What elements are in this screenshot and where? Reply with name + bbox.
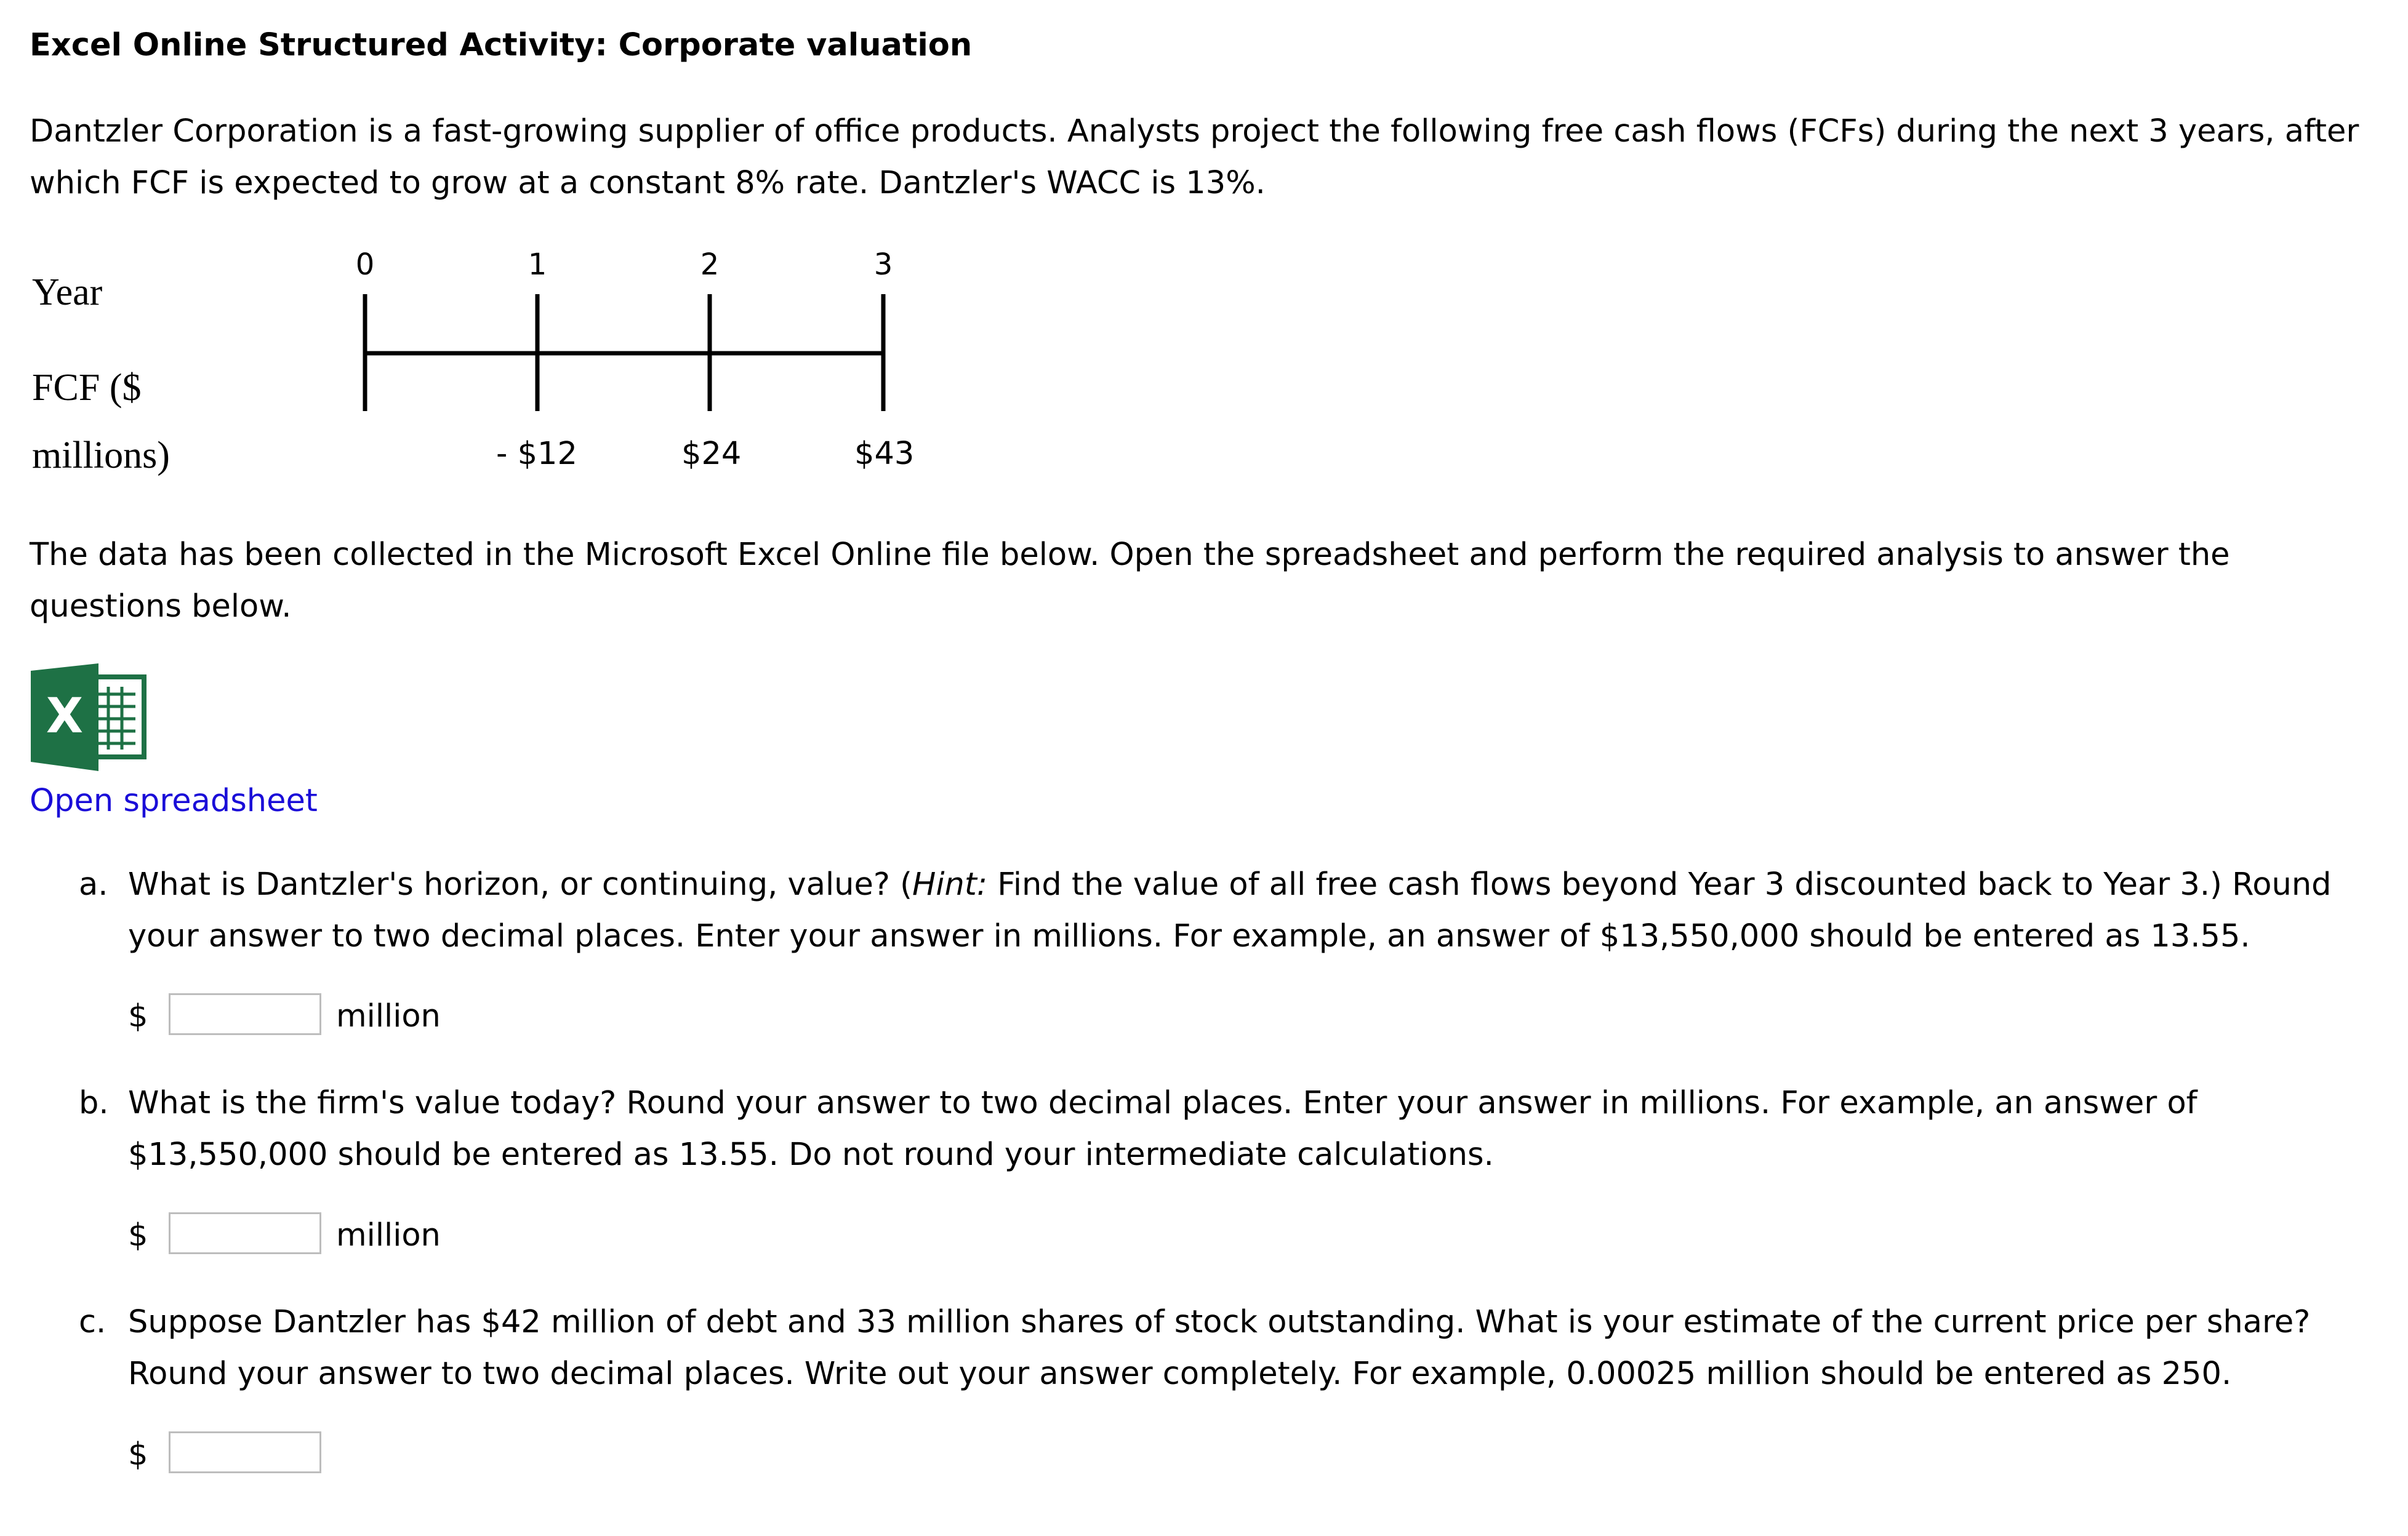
answer-c-currency: $ — [128, 1436, 148, 1473]
question-a-text-start: What is Dantzler's horizon, or continuing, value? ( — [128, 866, 913, 903]
answer-b-input[interactable] — [169, 1212, 321, 1254]
timeline-fcf-1: - $12 — [496, 436, 577, 472]
answer-c-input[interactable] — [169, 1431, 321, 1473]
timeline-fcf-label-line2: millions) — [32, 434, 170, 476]
timeline-year-0: 0 — [355, 247, 375, 282]
question-c-text: Suppose Dantzler has $42 million of debt and 33 million shares of stock outstanding. What is your estimate of the current price per share? Round your answer to two decimal places. Write out your answer completely. For example, 0.00025 million should be entered as 250. — [128, 1304, 2311, 1392]
data-note: The data has been collected in the Microsoft Excel Online file below. Open the spreadsheet and perform the required analysis to answer the questions below. — [30, 537, 2230, 625]
timeline-year-1: 1 — [528, 247, 547, 282]
answer-a-unit: million — [336, 998, 441, 1034]
problem-intro: Dantzler Corporation is a fast-growing supplier of office products. Analysts project the following free cash flows (FCFs) during the next 3 years, after which FCF is expected to grow at a constant 8% rate. Dantzler's WACC is 13%. — [30, 113, 2359, 201]
answer-b-unit: million — [336, 1217, 441, 1254]
question-b — [79, 1078, 2381, 1181]
question-b-letter: b. — [79, 1085, 109, 1121]
question-b-text: What is the firm's value today? Round your answer to two decimal places. Enter your answer in millions. For example, an answer of $13,550,000 should be entered as 13.55. Do not round your intermediate calculations. — [128, 1085, 2197, 1173]
answer-b-currency: $ — [128, 1217, 148, 1254]
answer-a-currency: $ — [128, 998, 148, 1034]
svg-text:X: X — [46, 689, 84, 744]
timeline-fcf-2: $24 — [681, 436, 742, 472]
question-a-hint-label: Hint: — [912, 866, 988, 903]
timeline-fcf-3: $43 — [854, 436, 915, 472]
open-spreadsheet-link[interactable]: Open spreadsheet — [30, 783, 318, 819]
answer-a-input[interactable] — [169, 993, 321, 1035]
timeline-year-label: Year — [32, 271, 103, 313]
timeline-year-3: 3 — [873, 247, 893, 282]
question-c-letter: c. — [79, 1304, 106, 1340]
timeline-fcf-label-line1: FCF ($ — [32, 367, 142, 409]
excel-icon[interactable] — [31, 663, 148, 771]
page-title: Excel Online Structured Activity: Corporate valuation — [30, 27, 973, 63]
timeline-axis — [0, 0, 985, 431]
timeline-year-2: 2 — [700, 247, 720, 282]
question-a-letter: a. — [79, 866, 108, 903]
question-a-text-end: Find the value of all free cash flows beyond Year 3 discounted back to Year 3.) Round your answer to two decimal places. Enter your answer in millions. For example, an answer of $13,550,000 should be entered as 13.55. — [128, 866, 2332, 954]
question-a — [79, 859, 2381, 962]
question-c — [79, 1297, 2381, 1400]
